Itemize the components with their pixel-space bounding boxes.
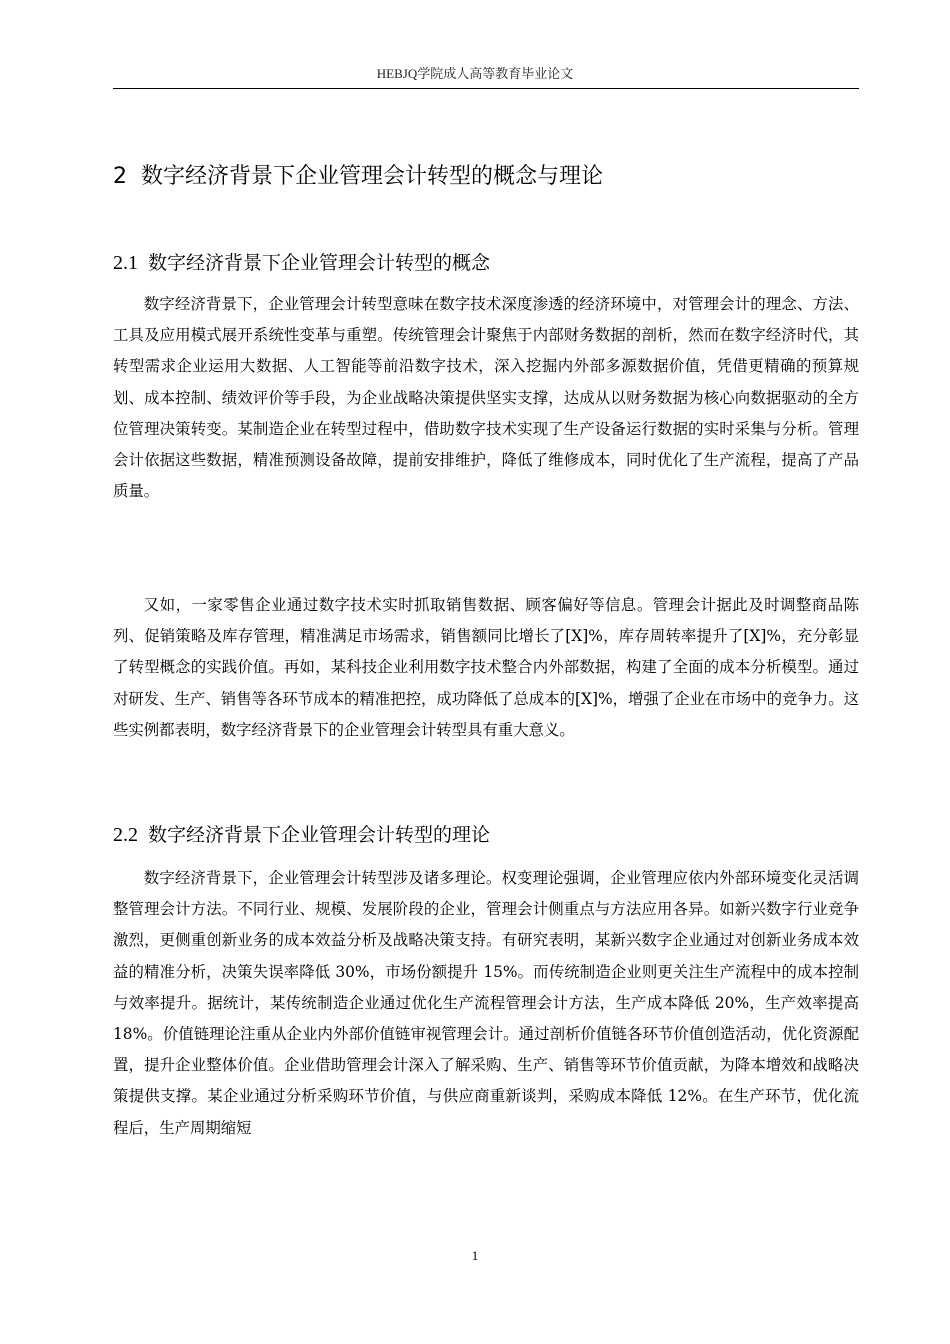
page-number: 1 — [471, 1248, 479, 1263]
section-heading-2-2 — [113, 820, 859, 850]
paragraph: 数字经济背景下，企业管理会计转型意味在数字技术深度渗透的经济环境中，对管理会计的理念、方法、工具及应用模式展开系统性变革与重塑。传统管理会计聚焦于内部财务数据的剖析，然而在数字经济时代，其转型需求企业运用大数据、人工智能等前沿数字技术，深入挖掘内外部多源数据价值，凭借更精确的预算规划、成本控制、绩效评价等手段，为企业战略决策提供坚实支撑，达成从以财务数据为核心向数据驱动的全方位管理决策转变。某制造企业在转型过程中，借助数字技术实现了生产设备运行数据的实时采集与分析。管理会计依据这些数据，精准预测设备故障，提前安排维护，降低了维修成本，同时优化了生产流程，提高了产品质量。 — [113, 295, 859, 501]
paragraph: 数字经济背景下，企业管理会计转型涉及诸多理论。权变理论强调，企业管理应依内外部环境变化灵活调整管理会计方法。不同行业、规模、发展阶段的企业，管理会计侧重点与方法应用各异。如新兴数字行业竞争激烈，更侧重创新业务的成本效益分析及战略决策支持。有研究表明，某新兴数字企业通过对创新业务成本效益的精准分析，决策失误率降低 30%，市场份额提升 15%。而传统制造企业则更关注生产流程中的成本控制与效率提升。据统计，某传统制造企业通过优化生产流程管理会计方法，生产成本降低 20%，生产效率提高 18%。价值链理论注重从企业内外部价值链审视管理会计。通过剖析价值链各环节价值创造活动，优化资源配置，提升企业整体价值。企业借助管理会计深入了解采购、生产、销售等环节价值贡献，为降本增效和战略决策提供支撑。某企业通过分析采购环节价值，与供应商重新谈判，采购成本降低 12%。在生产环节，优化流程后，生产周期缩短 — [113, 869, 859, 1137]
section-number: 2.1 — [113, 252, 138, 274]
section-title: 数字经济背景下企业管理会计转型的理论 — [148, 824, 491, 846]
paragraph: 又如，一家零售企业通过数字技术实时抓取销售数据、顾客偏好等信息。管理会计据此及时调整商品陈列、促销策略及库存管理，精准满足市场需求，销售额同比增长了[X]%，库存周转率提升了[X]%，充分彰显了转型概念的实践价值。再如，某科技企业利用数字技术整合内外部数据，构建了全面的成本分析模型。通过对研发、生产、销售等各环节成本的精准把控，成功降低了总成本的[X]%，增强了企业在市场中的竞争力。这些实例都表明，数字经济背景下的企业管理会计转型具有重大意义。 — [113, 596, 859, 739]
section-number: 2.2 — [113, 824, 138, 846]
section-title: 数字经济背景下企业管理会计转型的概念 — [148, 252, 491, 274]
chapter-title — [113, 160, 859, 194]
running-header: HEBJQ学院成人高等教育毕业论文 — [376, 66, 574, 81]
section-heading-2-1 — [113, 248, 859, 278]
chapter-number: 2 — [113, 164, 127, 189]
header-divider — [113, 88, 859, 89]
chapter-title-text: 数字经济背景下企业管理会计转型的概念与理论 — [141, 164, 604, 189]
